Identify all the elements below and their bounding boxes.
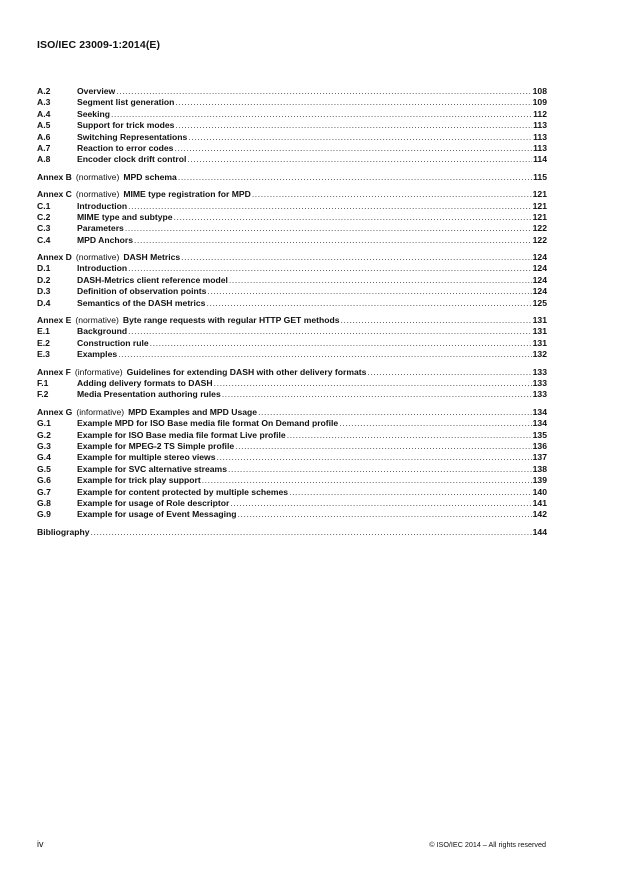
toc-entry[interactable]	[37, 286, 547, 297]
dot-leader	[150, 338, 532, 349]
dot-leader	[178, 172, 532, 183]
toc-entry-number: E.3	[37, 349, 50, 360]
dot-leader	[258, 407, 532, 418]
toc-entry[interactable]	[37, 389, 547, 400]
toc-entry-page: 133	[532, 377, 547, 388]
toc-entry-title: Encoder clock drift control	[77, 154, 187, 165]
toc-entry-title: Example for content protected by multiple schemes	[77, 486, 289, 497]
toc-entry-title: Adding delivery formats to DASH	[77, 377, 213, 388]
toc-entry[interactable]	[37, 143, 547, 154]
toc-entry-number: D.1	[37, 263, 51, 274]
toc-entry-number: A.3	[37, 97, 51, 108]
toc-entry-page: 124	[532, 263, 547, 274]
toc-entry-title: Support for trick modes	[77, 120, 175, 131]
dot-leader	[252, 189, 532, 200]
dot-leader	[125, 223, 532, 234]
toc-entry-title: Bibliography	[37, 526, 90, 537]
toc-entry[interactable]	[37, 487, 547, 498]
toc-entry-title: Reaction to error codes	[77, 142, 174, 153]
toc-group	[37, 407, 547, 521]
toc-entry-page: 115	[533, 171, 547, 182]
toc-entry-number: C.3	[37, 223, 51, 234]
dot-leader	[202, 475, 532, 486]
toc-entry-page: 135	[532, 429, 547, 440]
dot-leader	[230, 498, 531, 509]
toc-entry-title: Background	[77, 326, 128, 337]
toc-entry-page: 131	[532, 315, 547, 326]
toc-entry-page: 140	[532, 486, 547, 497]
annex-title: DASH Metrics	[123, 252, 181, 263]
toc-entry-page: 144	[532, 526, 547, 537]
toc-group	[37, 252, 547, 309]
toc-entry[interactable]	[37, 97, 547, 108]
toc-entry-number: G.4	[37, 452, 51, 463]
toc-group	[37, 367, 547, 401]
toc-entry[interactable]	[37, 212, 547, 223]
toc-entry-page: 121	[532, 211, 547, 222]
toc-entry-number: C.1	[37, 200, 51, 211]
toc-entry-title: Example for usage of Role descriptor	[77, 497, 230, 508]
toc-entry-number: G.1	[37, 418, 51, 429]
toc-entry[interactable]	[37, 418, 547, 429]
dot-leader	[128, 263, 532, 274]
toc-entry-number: G.9	[37, 509, 51, 520]
dot-leader	[287, 430, 532, 441]
toc-group	[37, 172, 547, 183]
toc-entry-number: C.4	[37, 234, 51, 245]
toc-entry-title	[37, 189, 251, 200]
annex-title: MPD schema	[123, 171, 177, 182]
toc-entry-page: 131	[532, 337, 547, 348]
annex-label: Annex B	[37, 171, 72, 182]
toc-entry-page: 122	[532, 234, 547, 245]
toc-entry-number: G.2	[37, 429, 51, 440]
toc-entry-page: 114	[533, 154, 547, 165]
toc-entry[interactable]	[37, 235, 547, 246]
toc-entry-title: Semantics of the DASH metrics	[77, 297, 206, 308]
toc-entry-title: Segment list generation	[77, 97, 175, 108]
dot-leader	[229, 275, 532, 286]
toc-annex-entry[interactable]	[37, 189, 547, 200]
toc-annex-entry[interactable]	[37, 367, 547, 378]
toc-entry-title: Example MPD for ISO Base media file format On Demand profile	[77, 418, 339, 429]
annex-title: MPD Examples and MPD Usage	[128, 406, 258, 417]
page-number: iv	[37, 839, 44, 849]
toc-entry[interactable]	[37, 154, 547, 165]
toc-entry-page: 121	[532, 189, 547, 200]
annex-kind: (normative)	[75, 315, 119, 326]
toc-entry-title: Examples	[77, 349, 118, 360]
toc-entry-title: Definition of observation points	[77, 286, 207, 297]
toc-entry-number: G.3	[37, 440, 51, 451]
toc-entry[interactable]	[37, 120, 547, 131]
toc-entry-title	[37, 252, 180, 263]
toc-entry-page: 108	[532, 86, 547, 96]
toc-entry-title: DASH-Metrics client reference model	[77, 274, 228, 285]
toc-entry[interactable]	[37, 441, 547, 452]
toc-entry-title: Example for SVC alternative streams	[77, 463, 227, 474]
dot-leader	[128, 201, 532, 212]
toc-entry-page: 137	[532, 452, 547, 463]
toc-entry-number: D.2	[37, 274, 51, 285]
toc-group	[37, 86, 547, 166]
toc-entry-title: MIME type and subtype	[77, 211, 173, 222]
toc-plain-entry[interactable]	[37, 527, 547, 538]
toc-entry-page: 112	[533, 108, 547, 119]
toc-entry-page: 134	[532, 418, 547, 429]
toc-entry[interactable]	[37, 86, 547, 97]
toc-entry-page: 142	[532, 509, 547, 520]
toc-group	[37, 527, 547, 538]
toc-entry[interactable]	[37, 201, 547, 212]
toc-entry-number: C.2	[37, 211, 51, 222]
toc-entry-number: F.2	[37, 389, 49, 400]
annex-label: Annex F	[37, 366, 71, 377]
toc-entry[interactable]	[37, 109, 547, 120]
toc-entry-number: G.5	[37, 463, 51, 474]
dot-leader	[118, 349, 532, 360]
dot-leader	[238, 509, 532, 520]
toc-entry[interactable]	[37, 430, 547, 441]
dot-leader	[207, 286, 531, 297]
dot-leader	[222, 389, 532, 400]
annex-title: Byte range requests with regular HTTP GET methods	[122, 315, 340, 326]
toc-entry-page: 138	[532, 463, 547, 474]
dot-leader	[206, 298, 531, 309]
toc-entry-number: A.8	[37, 154, 51, 165]
toc-entry-page: 134	[532, 406, 547, 417]
toc-entry-title: Parameters	[77, 223, 124, 234]
toc-group	[37, 189, 547, 246]
annex-kind: (normative)	[75, 171, 120, 182]
dot-leader	[174, 212, 532, 223]
dot-leader	[175, 120, 532, 131]
toc-entry-page: 113	[533, 131, 547, 142]
toc-entry-title: Example for multiple stereo views	[77, 452, 216, 463]
toc-entry-number: A.5	[37, 120, 51, 131]
toc-entry-title: Switching Representations	[77, 131, 188, 142]
toc-entry[interactable]	[37, 263, 547, 274]
toc-entry-title: Media Presentation authoring rules	[77, 389, 221, 400]
dot-leader	[111, 109, 532, 120]
dot-leader	[214, 378, 532, 389]
toc-entry[interactable]	[37, 326, 547, 337]
toc-entry-page: 133	[532, 366, 547, 377]
toc-entry-title	[37, 367, 366, 378]
toc-entry-number: A.7	[37, 142, 51, 153]
toc-entry[interactable]	[37, 475, 547, 486]
toc-entry[interactable]	[37, 464, 547, 475]
toc-group	[37, 315, 547, 361]
toc-entry[interactable]	[37, 349, 547, 360]
annex-kind: (informative)	[76, 406, 125, 417]
toc-entry[interactable]	[37, 452, 547, 463]
toc-entry-number: G.8	[37, 497, 51, 508]
dot-leader	[128, 326, 532, 337]
toc-entry-page: 121	[532, 200, 547, 211]
dot-leader	[187, 154, 532, 165]
dot-leader	[91, 527, 532, 538]
toc-entry-title: Example for MPEG-2 TS Simple profile	[77, 440, 235, 451]
toc-entry[interactable]	[37, 223, 547, 234]
toc-annex-entry[interactable]	[37, 172, 547, 183]
toc-entry-title: Construction rule	[77, 337, 149, 348]
toc-entry-title: Example for trick play support	[77, 475, 201, 486]
toc-entry-number: D.4	[37, 297, 51, 308]
document-header: ISO/IEC 23009-1:2014(E)	[37, 39, 161, 51]
toc-annex-entry[interactable]	[37, 407, 547, 418]
annex-title: Guidelines for extending DASH with other delivery formats	[126, 366, 367, 377]
dot-leader	[134, 235, 532, 246]
annex-label: Annex D	[37, 252, 72, 263]
toc-entry[interactable]	[37, 275, 547, 286]
toc-entry-page: 133	[532, 389, 547, 400]
annex-title: MIME type registration for MPD	[123, 189, 251, 200]
toc-entry-page: 124	[532, 274, 547, 285]
toc-entry-title: Example for ISO Base media file format Live profile	[77, 429, 286, 440]
toc-entry-page: 109	[532, 97, 547, 108]
toc-entry-number: A.4	[37, 108, 51, 119]
dot-leader	[339, 418, 531, 429]
toc-entry-page: 131	[532, 326, 547, 337]
toc-annex-entry[interactable]	[37, 315, 547, 326]
dot-leader	[367, 367, 531, 378]
toc-entry-number: A.6	[37, 131, 51, 142]
toc-entry-page: 122	[532, 223, 547, 234]
dot-leader	[174, 143, 532, 154]
toc-entry-number: G.6	[37, 475, 51, 486]
toc-entry[interactable]	[37, 378, 547, 389]
toc-entry-title	[37, 315, 340, 326]
dot-leader	[235, 441, 532, 452]
dot-leader	[188, 132, 532, 143]
toc-entry[interactable]	[37, 132, 547, 143]
toc-entry-number: F.1	[37, 377, 49, 388]
toc-entry-title: Introduction	[77, 200, 128, 211]
annex-label: Annex C	[37, 189, 72, 200]
toc-entry-page: 113	[533, 120, 547, 131]
dot-leader	[228, 464, 532, 475]
toc-entry-page: 124	[532, 286, 547, 297]
toc-entry-number: D.3	[37, 286, 51, 297]
annex-kind: (normative)	[75, 189, 120, 200]
toc-annex-entry[interactable]	[37, 252, 547, 263]
annex-kind: (normative)	[75, 252, 120, 263]
copyright-notice: © ISO/IEC 2014 – All rights reserved	[429, 840, 546, 849]
toc-entry-page: 113	[533, 142, 547, 153]
toc-entry[interactable]	[37, 498, 547, 509]
toc-entry-page: 132	[532, 349, 547, 360]
table-of-contents	[37, 86, 547, 544]
toc-entry-number: G.7	[37, 486, 51, 497]
toc-entry-title: Introduction	[77, 263, 128, 274]
toc-entry[interactable]	[37, 509, 547, 520]
toc-entry-page: 141	[532, 497, 547, 508]
toc-entry[interactable]	[37, 298, 547, 309]
toc-entry-number: E.2	[37, 337, 50, 348]
dot-leader	[217, 452, 532, 463]
toc-entry-page: 125	[532, 297, 547, 308]
toc-entry-title: Overview	[77, 86, 116, 96]
toc-entry-title	[37, 407, 257, 418]
dot-leader	[116, 86, 531, 97]
toc-entry[interactable]	[37, 338, 547, 349]
annex-label: Annex G	[37, 406, 73, 417]
toc-entry-page: 139	[532, 475, 547, 486]
toc-entry-page: 124	[532, 252, 547, 263]
toc-entry-number: E.1	[37, 326, 50, 337]
annex-kind: (informative)	[74, 366, 123, 377]
toc-entry-title: MPD Anchors	[77, 234, 134, 245]
toc-entry-page: 136	[532, 440, 547, 451]
dot-leader	[289, 487, 532, 498]
toc-entry-title: Example for usage of Event Messaging	[77, 509, 237, 520]
toc-entry-number: A.2	[37, 86, 51, 96]
dot-leader	[175, 97, 531, 108]
dot-leader	[181, 252, 531, 263]
dot-leader	[341, 315, 532, 326]
toc-entry-title	[37, 172, 177, 183]
toc-entry-title: Seeking	[77, 108, 110, 119]
annex-label: Annex E	[37, 315, 72, 326]
